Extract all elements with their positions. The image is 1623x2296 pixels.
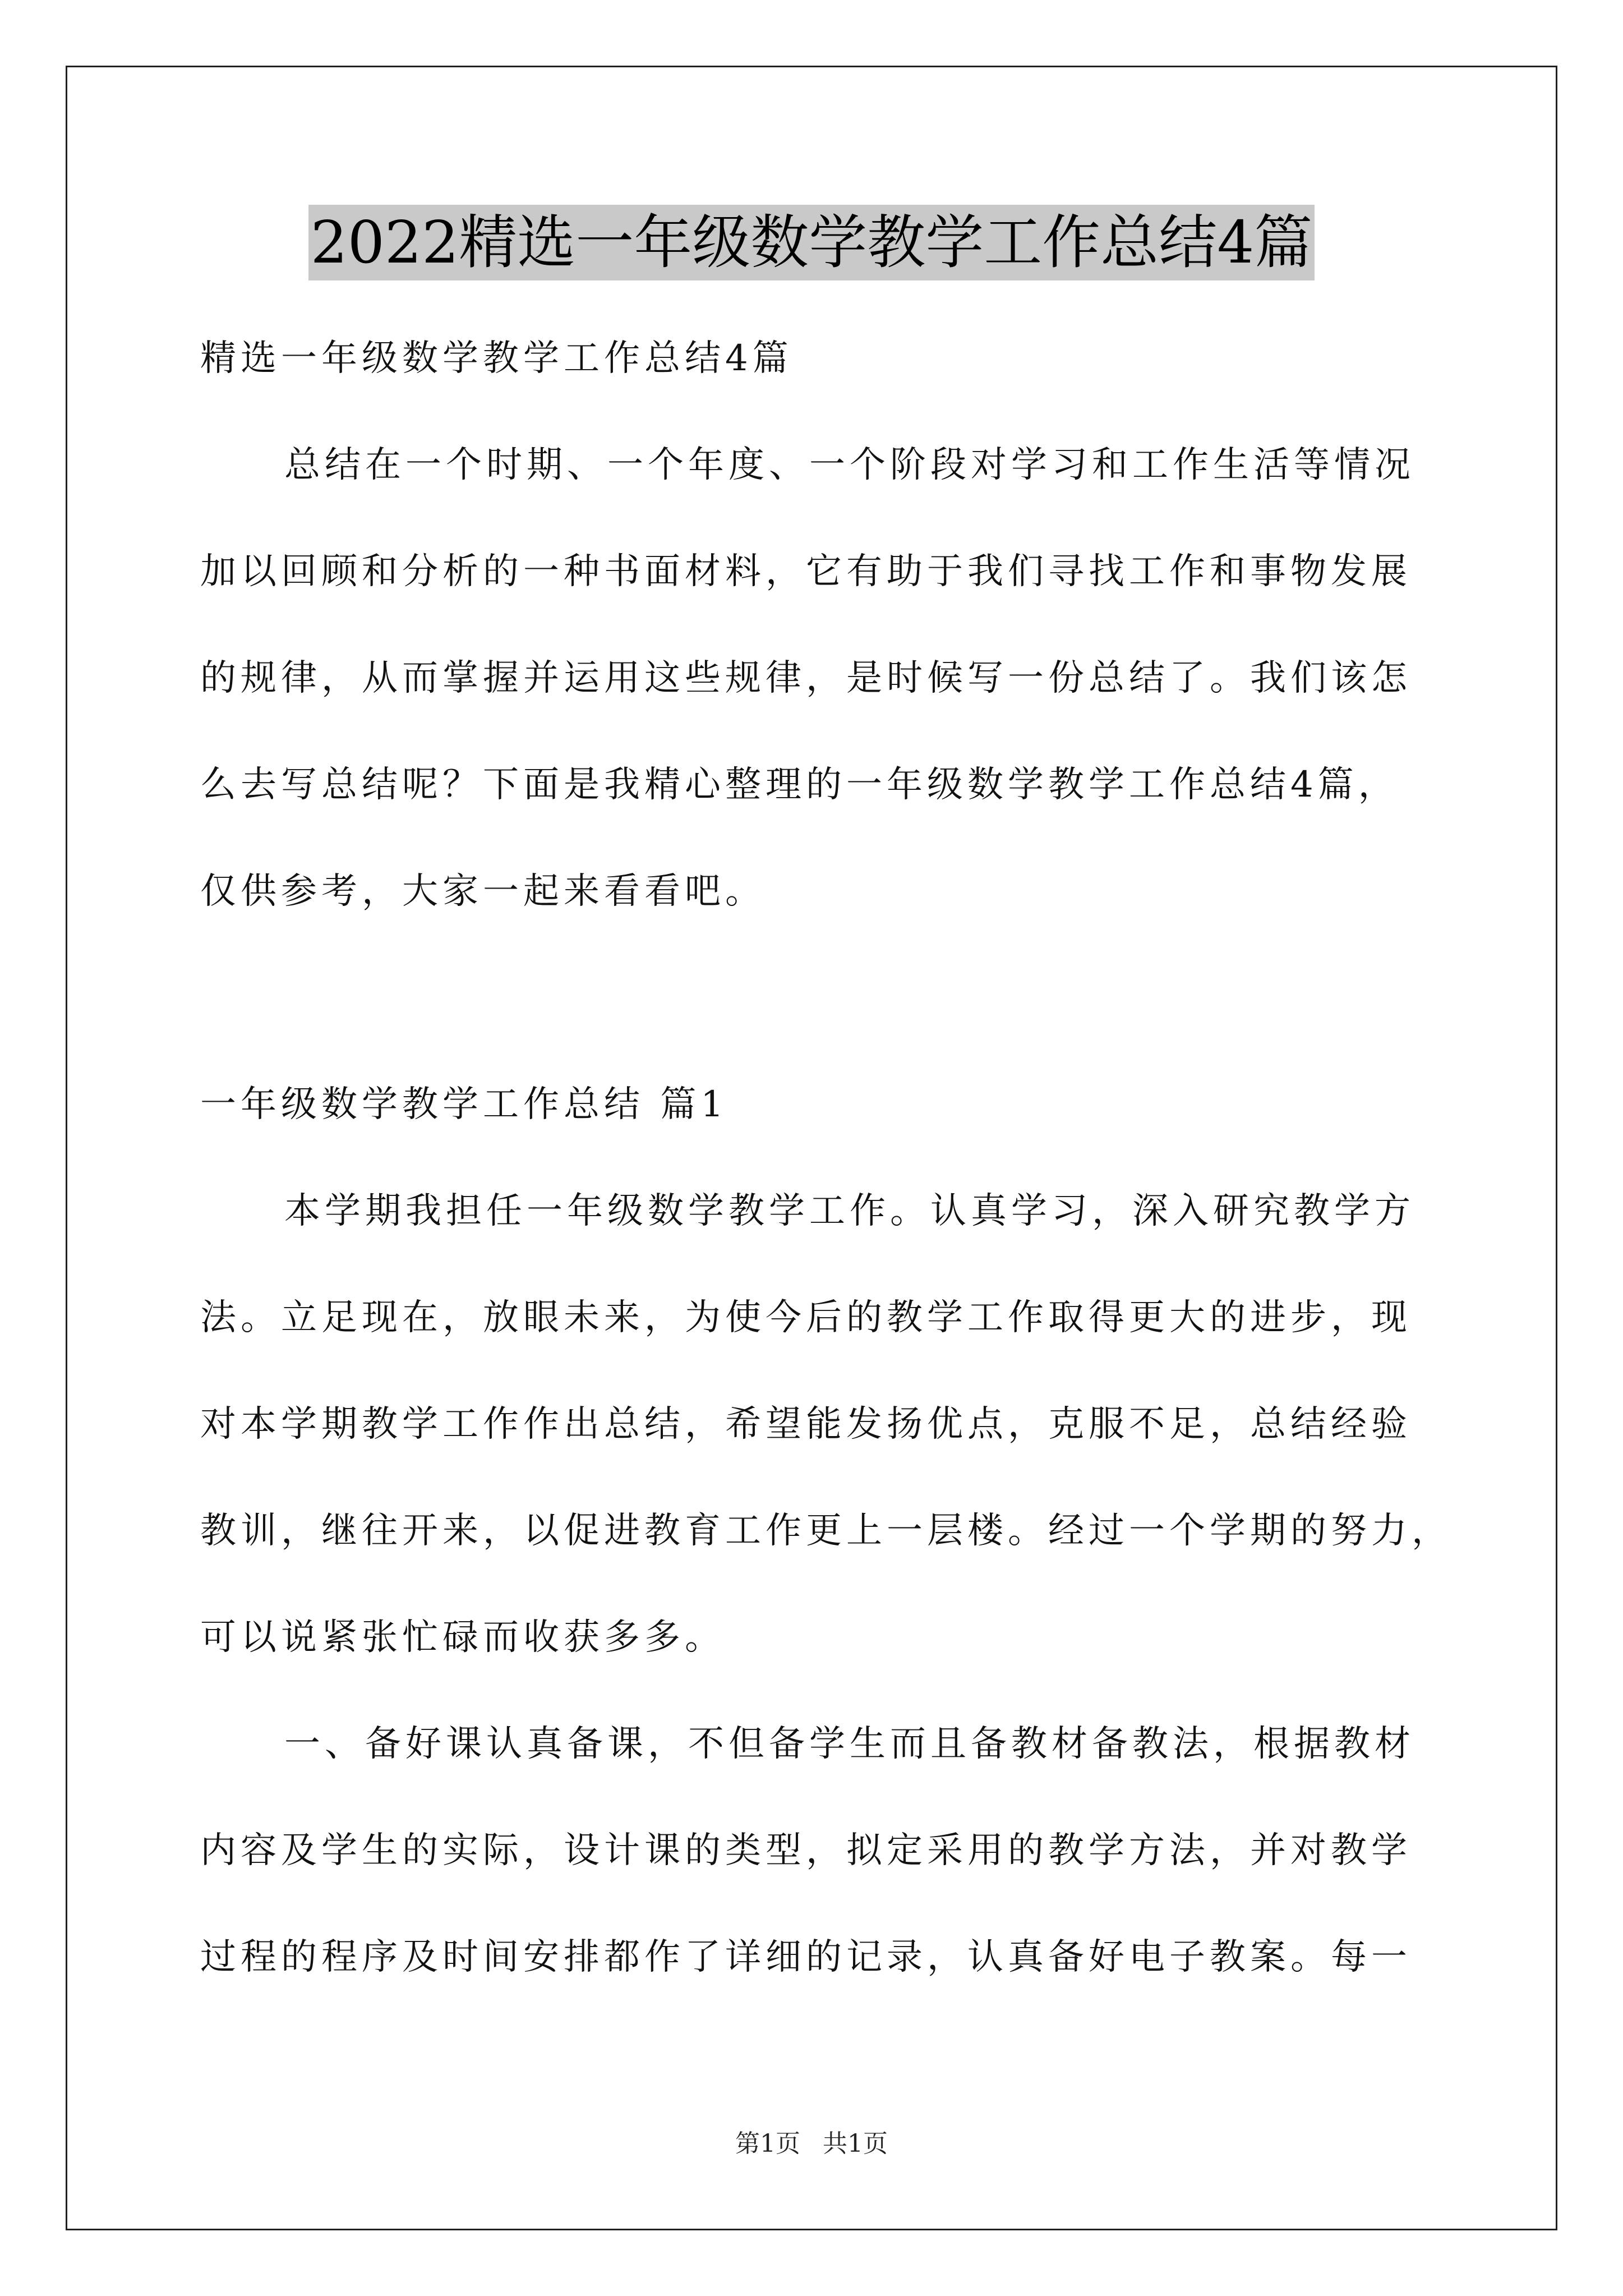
paragraph-gap <box>200 945 1434 1051</box>
intro-line: 的规律，从而掌握并运用这些规律，是时候写一份总结了。我们该怎 <box>200 657 1412 699</box>
intro-line: 加以回顾和分析的一种书面材料，它有助于我们寻找工作和事物发展 <box>200 551 1412 592</box>
paragraph-line: 内容及学生的实际，设计课的类型，拟定采用的教学方法，并对教学 <box>200 1830 1412 1871</box>
paragraph-line: 一、备好课认真备课，不但备学生而且备教材备教法，根据教材 <box>284 1723 1415 1765</box>
paragraph-line: 对本学期教学工作作出总结，希望能发扬优点，克服不足，总结经验 <box>200 1404 1412 1445</box>
title-container <box>0 205 1623 280</box>
page-total: 共1页 <box>823 2129 888 2158</box>
document-body <box>200 305 1452 2010</box>
intro-line: 仅供参考，大家一起来看看吧。 <box>200 871 766 912</box>
paragraph-line: 过程的程序及时间安排都作了详细的记录，认真备好电子教案。每一 <box>200 1936 1412 1978</box>
section-heading: 一年级数学教学工作总结 篇1 <box>200 1084 728 1125</box>
paragraph-line: 本学期我担任一年级数学教学工作。认真学习，深入研究教学方 <box>284 1190 1415 1232</box>
page-number: 第1页 <box>735 2129 800 2158</box>
intro-line: 总结在一个时期、一个年度、一个阶段对学习和工作生活等情况 <box>284 444 1415 486</box>
paragraph-line: 法。立足现在，放眼未来，为使今后的教学工作取得更大的进步，现 <box>200 1297 1412 1338</box>
document-title: 2022精选一年级数学教学工作总结4篇 <box>308 205 1315 280</box>
page-footer <box>0 2127 1623 2161</box>
paragraph-line: 可以说紧张忙碌而收获多多。 <box>200 1617 725 1658</box>
document-subtitle: 精选一年级数学教学工作总结4篇 <box>200 338 793 379</box>
paragraph-line: 教训，继往开来，以促进教育工作更上一层楼。经过一个学期的努力， <box>200 1510 1452 1552</box>
intro-line: 么去写总结呢？下面是我精心整理的一年级数学教学工作总结4篇， <box>200 764 1399 806</box>
